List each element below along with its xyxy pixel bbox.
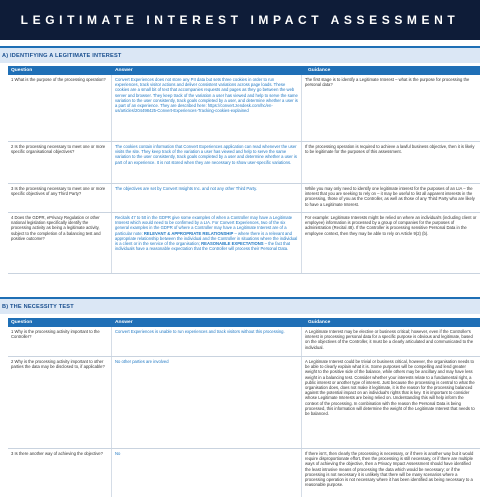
answer-cell: Convert Experiences is unable to run experiences and track visitors without this processing.: [112, 327, 302, 356]
guidance-cell: While you may only need to identify one legitimate interest for the purposes of an LIA – the interest that you are seeking to rely on – it may be useful to list all apparent interests in the processing, those of you as the Controller, as well as those of any Third Party who are likely to have a Legitimate Interest.: [305, 186, 475, 207]
table-row: [8, 357, 480, 449]
question-cell: 3 Is there another way of achieving the objective?: [11, 449, 112, 497]
page-title: LEGITIMATE INTEREST IMPACT ASSESSMENT: [20, 13, 460, 27]
answer-cell: The cookies contain information that Convert Experiences application can read whenever the user visits the site. They keep track of the variation a user has viewed and help to serve the same variation to the user consistently, track goals completed by a user and determine whether a user is part of an experience. It is not stored when they are necessary to show user-specific variations.: [112, 142, 302, 183]
column-header-answer: Answer: [115, 320, 133, 325]
section-b-title: B) THE NECESSITY TEST: [2, 303, 74, 310]
answer-cell: Convert Experiences does not store any PII data but sets three cookies in order to run experiences, track visitor actions and deliver consistent variations across page loads. These cookies are a small bit of text that accompanies requests and pages as they go between the web server and browser. They keep track of the variation a user has viewed and help to serve the same variation to the user consistently, track goals completed by a user, and determine whether a user is a part of an experience. They are described here: https://convert.zendesk.com/hc/en-us/articles/204498425-Convert-Experiences-Tracking-cookies-explained: [112, 75, 302, 141]
column-header-guidance: Guidance: [308, 320, 331, 325]
guidance-cell: A Legitimate Interest could be trivial or business critical, however, the organisation needs to be able to clearly explain what it is. Some purposes will be compelling and lend greater weight to the positive side of the balance, while others may be ancillary and may have less weight in a balancing test. Consider whether your interests relate to a fundamental right, a public interest or another type of interest. Just because the processing is central to what the organisation does, does not make it legitimate, it is the reason for the processing balanced against the potential impact on an individual's rights that is key. It is important to consider whose Legitimate Interests are being relied on. Understanding this will help inform the context of the processing. In combination with the reason the Personal Data is being processed, this information will determine the weight of the Legitimate Interest that needs to be balanced.: [305, 359, 475, 417]
question-cell: 3 Is the processing necessary to meet one or more specific objectives of any Third Party?: [11, 184, 112, 212]
answer-cell: Recitals 47 to 50 in the GDPR give some examples of when a Controller may have a Legitimate Interest which would need to be confirmed by a LIA. For Convert Experiences, two of the six general examples in the GDPR of where a Controller may have a Legitimate Interest are of a particular note: RELEVANT & APPROPRIATE RELATIONSHIP – where there is a relevant and appropriate relationship between the individual and the Controller in situations where the individual is a client or in the service of the organisation; REASONABLE EXPECTATIONS – the fact that individuals have a reasonable expectation that the Controller will process their Personal Data.: [112, 213, 302, 273]
title-bar: [0, 0, 480, 40]
column-header-guidance: Guidance: [308, 68, 331, 73]
column-header-answer: Answer: [115, 68, 133, 73]
section-a-title: A) IDENTIFYING A LEGITIMATE INTEREST: [2, 52, 122, 59]
section-b-table: [8, 318, 480, 497]
table-header: [8, 66, 480, 75]
table-row: [8, 213, 480, 274]
guidance-cell: For example: Legitimate Interests might be relied on where an individual's (including client or employee) information is processed by a group of companies for the purposes of administration (Recital 48). If the Controller is processing sensitive Personal Data in the employee context, then they may be able to rely on Article 9(2) (b).: [305, 215, 477, 236]
guidance-cell: The first stage is to identify a Legitimate Interest – what is the purpose for processing the personal data?: [305, 77, 470, 88]
section-a-table: [8, 66, 480, 274]
table-row: [8, 184, 480, 213]
question-cell: 2 Is the processing necessary to meet one or more specific organisational objectives?: [11, 142, 112, 183]
question-cell: 4 Does the GDPR, ePrivacy Regulation or other national legislation specifically identify the processing activity as being a legitimate activity, subject to the completion of a balancing test and positive outcome?: [11, 213, 112, 273]
question-cell: 2 Why is the processing activity important to other parties the data may be disclosed to, if applicable?: [11, 357, 112, 448]
table-row: [8, 327, 480, 357]
table-row: [8, 142, 480, 184]
question-cell: 1 Why is the processing activity important to the Controller?: [11, 327, 112, 356]
question-cell: 1 What is the purpose of the processing operation?: [11, 75, 112, 141]
emphasis-text: RELEVANT & APPROPRIATE RELATIONSHIP: [143, 230, 234, 236]
table-row: [8, 449, 480, 497]
answer-cell: The objectives are set by Convert Insights Inc. and not any other Third Party.: [112, 184, 302, 212]
column-header-question: Question: [11, 68, 33, 73]
guidance-cell: If there isn't, then clearly the processing is necessary, or if there is another way but it would require disproportionate effort, then the processing is still necessary, or if there are multiple ways of achieving the objective, then a Privacy Impact Assessment should have identified the least intrusive means of processing the data which would be necessary; or if the processing is not necessary it is unlikely that there will be many scenarios where a processing operation is not necessary where it has been identified as being necessary to a reasonable purpose.: [305, 451, 474, 488]
guidance-cell: A Legitimate Interest may be elective or business critical; however, even if the Controller's interest in processing personal data for a specific purpose is obvious and legitimate, based on the objectives of the Controller, it must be a clearly articulated and communicated to the individual.: [305, 329, 474, 350]
column-header-question: Question: [11, 320, 33, 325]
answer-cell: No: [112, 449, 302, 497]
table-row: [8, 75, 480, 142]
guidance-cell: If the processing operation is required to achieve a lawful business objective, then it is likely to be legitimate for the purposes of this assessment.: [305, 144, 475, 155]
section-b-heading: [0, 297, 480, 314]
emphasis-text: REASONABLE EXPECTATIONS: [201, 241, 264, 247]
table-header: [8, 318, 480, 327]
answer-cell: No other parties are involved: [112, 357, 302, 448]
section-a-heading: [0, 46, 480, 63]
